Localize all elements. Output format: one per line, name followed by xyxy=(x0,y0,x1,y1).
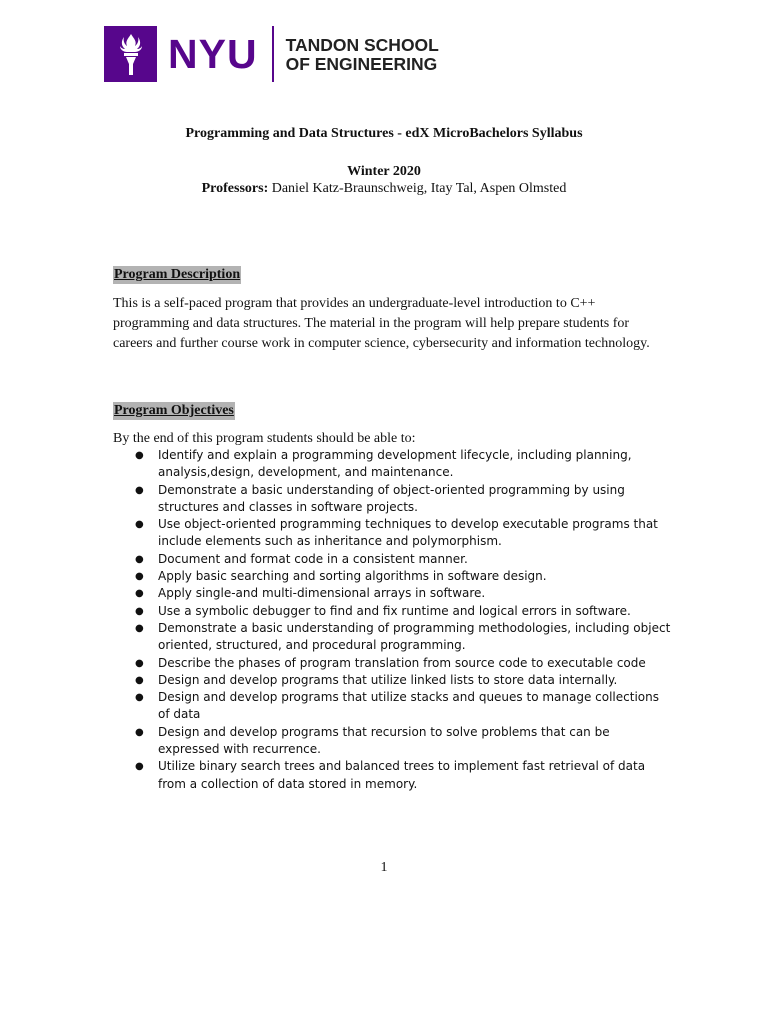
program-description-text: This is a self-paced program that provides an undergraduate-level introduction to C++ programming and data structures. The material in the program will help prepare students for careers and further course work in computer science, cybersecurity and information technology. xyxy=(113,296,650,351)
school-name-line1: TANDON SCHOOL xyxy=(285,35,439,55)
objective-text: Apply basic searching and sorting algorithms in software design. xyxy=(158,569,547,584)
objective-text: Design and develop programs that utilize stacks and queues to manage collections of data xyxy=(158,690,659,722)
school-name xyxy=(286,36,439,74)
page-number: 1 xyxy=(380,860,388,875)
nyu-tandon-logo xyxy=(104,26,439,82)
list-item xyxy=(113,724,673,759)
objective-text: Identify and explain a programming development lifecycle, including planning, analysis,design, development, and maintenance. xyxy=(158,448,632,480)
objective-text: Design and develop programs that recursion to solve problems that can be expressed with recurrence. xyxy=(158,724,610,757)
bullet-icon: ● xyxy=(135,726,144,738)
program-objectives-heading: Program Objectives xyxy=(114,403,234,418)
bullet-icon: ● xyxy=(135,657,144,669)
document-title: Programming and Data Structures - edX MicroBachelors Syllabus xyxy=(185,126,583,141)
bullet-icon: ● xyxy=(135,605,144,617)
objective-text: Describe the phases of program translation from source code to executable code xyxy=(158,655,646,670)
objective-text: Use object-oriented programming techniques to develop executable programs that include elements such as inheritance and polymorphism. xyxy=(158,517,658,549)
objective-text: Apply single-and multi-dimensional arrays in software. xyxy=(158,586,486,601)
bullet-icon: ● xyxy=(135,622,144,634)
list-item xyxy=(113,655,673,672)
bullet-icon: ● xyxy=(135,553,144,565)
list-item xyxy=(113,447,673,482)
objective-text: Utilize binary search trees and balanced trees to implement fast retrieval of data from a collection of data stored in memory. xyxy=(158,759,646,791)
bullet-icon: ● xyxy=(135,450,144,461)
bullet-icon: ● xyxy=(135,674,144,686)
torch-icon xyxy=(104,26,157,82)
objective-text: Demonstrate a basic understanding of object-oriented programming by using structures and classes in software projects. xyxy=(158,482,625,514)
bullet-icon: ● xyxy=(135,519,144,531)
nyu-wordmark: NYU xyxy=(168,31,258,77)
list-item xyxy=(113,620,673,655)
bullet-icon: ● xyxy=(135,692,144,704)
term: Winter 2020 xyxy=(347,164,421,179)
bullet-icon: ● xyxy=(135,571,144,583)
professors-names: Daniel Katz-Braunschweig, Itay Tal, Aspen Olmsted xyxy=(268,181,567,196)
list-item xyxy=(113,482,673,517)
objective-text: Demonstrate a basic understanding of programming methodologies, including object oriented, structured, and procedural programming. xyxy=(158,620,671,653)
list-item xyxy=(113,603,673,620)
objective-text: Design and develop programs that utilize linked lists to store data internally. xyxy=(158,672,618,687)
objectives-intro: By the end of this program students should be able to: xyxy=(113,431,416,446)
program-description-heading: Program Description xyxy=(114,267,241,282)
list-item xyxy=(113,758,673,793)
list-item xyxy=(113,585,673,602)
bullet-icon: ● xyxy=(135,588,144,600)
list-item xyxy=(113,568,673,585)
list-item xyxy=(113,689,673,724)
logo-divider xyxy=(272,26,274,82)
list-item xyxy=(113,672,673,689)
objective-text: Document and format code in a consistent manner. xyxy=(158,551,468,566)
professors-label: Professors: xyxy=(201,181,269,196)
list-item xyxy=(113,516,673,551)
objectives-list xyxy=(113,447,673,793)
school-name-line2: OF ENGINEERING xyxy=(285,54,438,74)
list-item xyxy=(113,551,673,568)
bullet-icon: ● xyxy=(135,761,144,773)
objective-text: Use a symbolic debugger to find and fix runtime and logical errors in software. xyxy=(158,603,631,618)
bullet-icon: ● xyxy=(135,484,144,496)
professors-line xyxy=(0,181,768,197)
